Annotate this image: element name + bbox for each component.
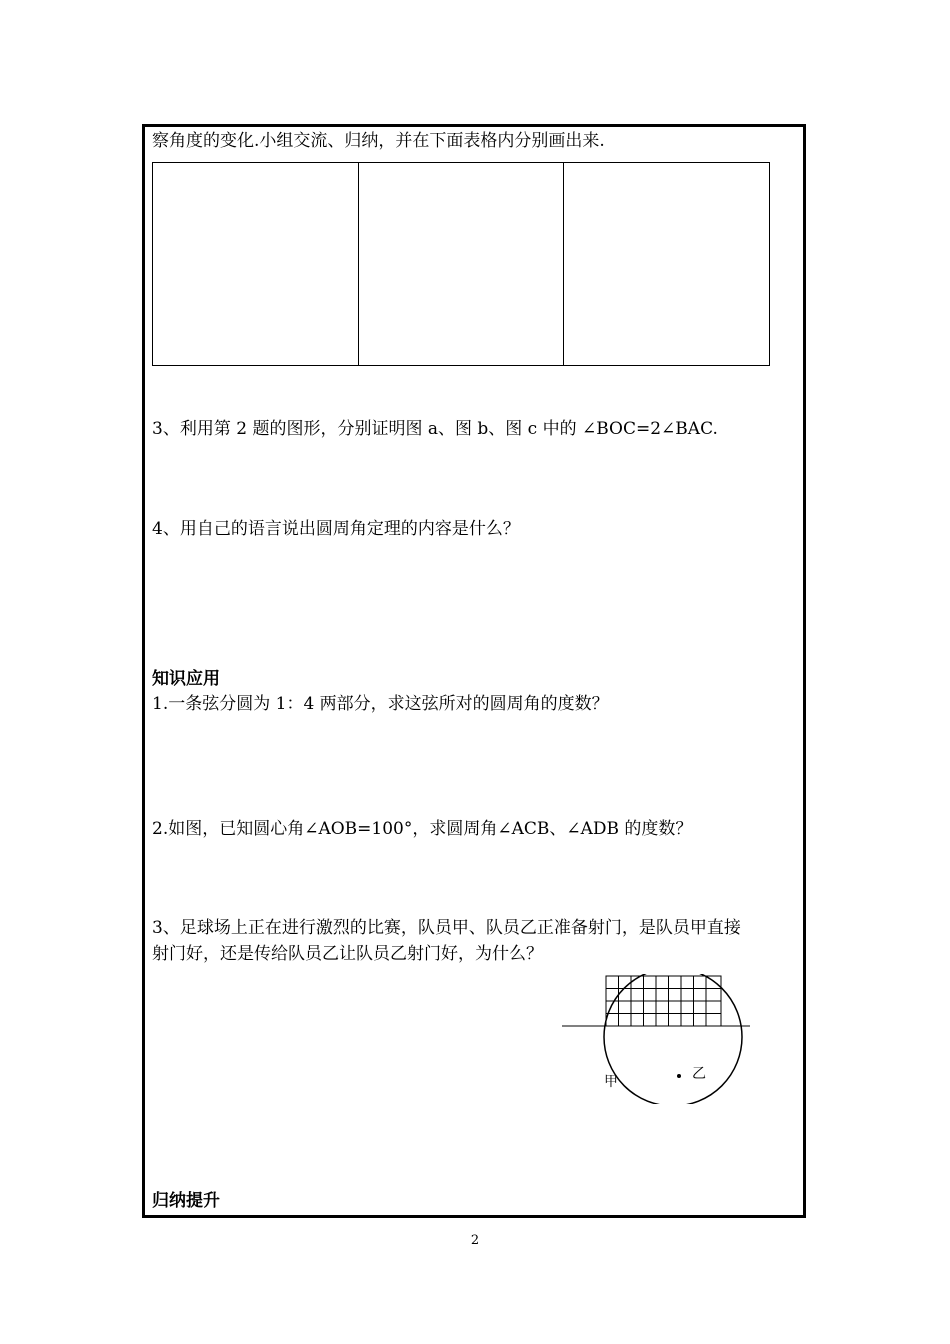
player-yi-point xyxy=(677,1074,681,1078)
soccer-goal-figure xyxy=(560,974,752,1104)
page-number: 2 xyxy=(470,1233,480,1248)
drawing-cell-1[interactable] xyxy=(153,163,359,365)
question-4: 4、用自己的语言说出圆周角定理的内容是什么？ xyxy=(152,519,520,539)
question-3: 3、利用第 2 题的图形，分别证明图 a、图 b、图 c 中的 ∠BOC=2∠BAC. xyxy=(152,419,718,439)
problem-2: 2.如图，已知圆心角∠AOB=100°，求圆周角∠ACB、∠ADB 的度数？ xyxy=(152,819,693,839)
intro-line: 察角度的变化.小组交流、归纳，并在下面表格内分别画出来. xyxy=(152,131,605,151)
problem-3-line-2: 射门好，还是传给队员乙让队员乙射门好，为什么？ xyxy=(152,944,543,964)
problem-3-line-1: 3、足球场上正在进行激烈的比赛，队员甲、队员乙正准备射门，是队员甲直接 xyxy=(152,918,741,938)
label-yi: 乙 xyxy=(692,1066,706,1082)
knowledge-heading: 知识应用 xyxy=(152,669,220,689)
drawing-cell-3[interactable] xyxy=(564,163,769,365)
summary-heading: 归纳提升 xyxy=(152,1191,220,1211)
label-jia: 甲 xyxy=(604,1074,618,1090)
goal-net xyxy=(606,976,721,1026)
problem-1: 1.一条弦分圆为 1：4 两部分，求这弦所对的圆周角的度数？ xyxy=(152,694,609,714)
drawing-table xyxy=(152,162,770,366)
drawing-cell-2[interactable] xyxy=(359,163,565,365)
soccer-goal-diagram xyxy=(560,974,752,1104)
